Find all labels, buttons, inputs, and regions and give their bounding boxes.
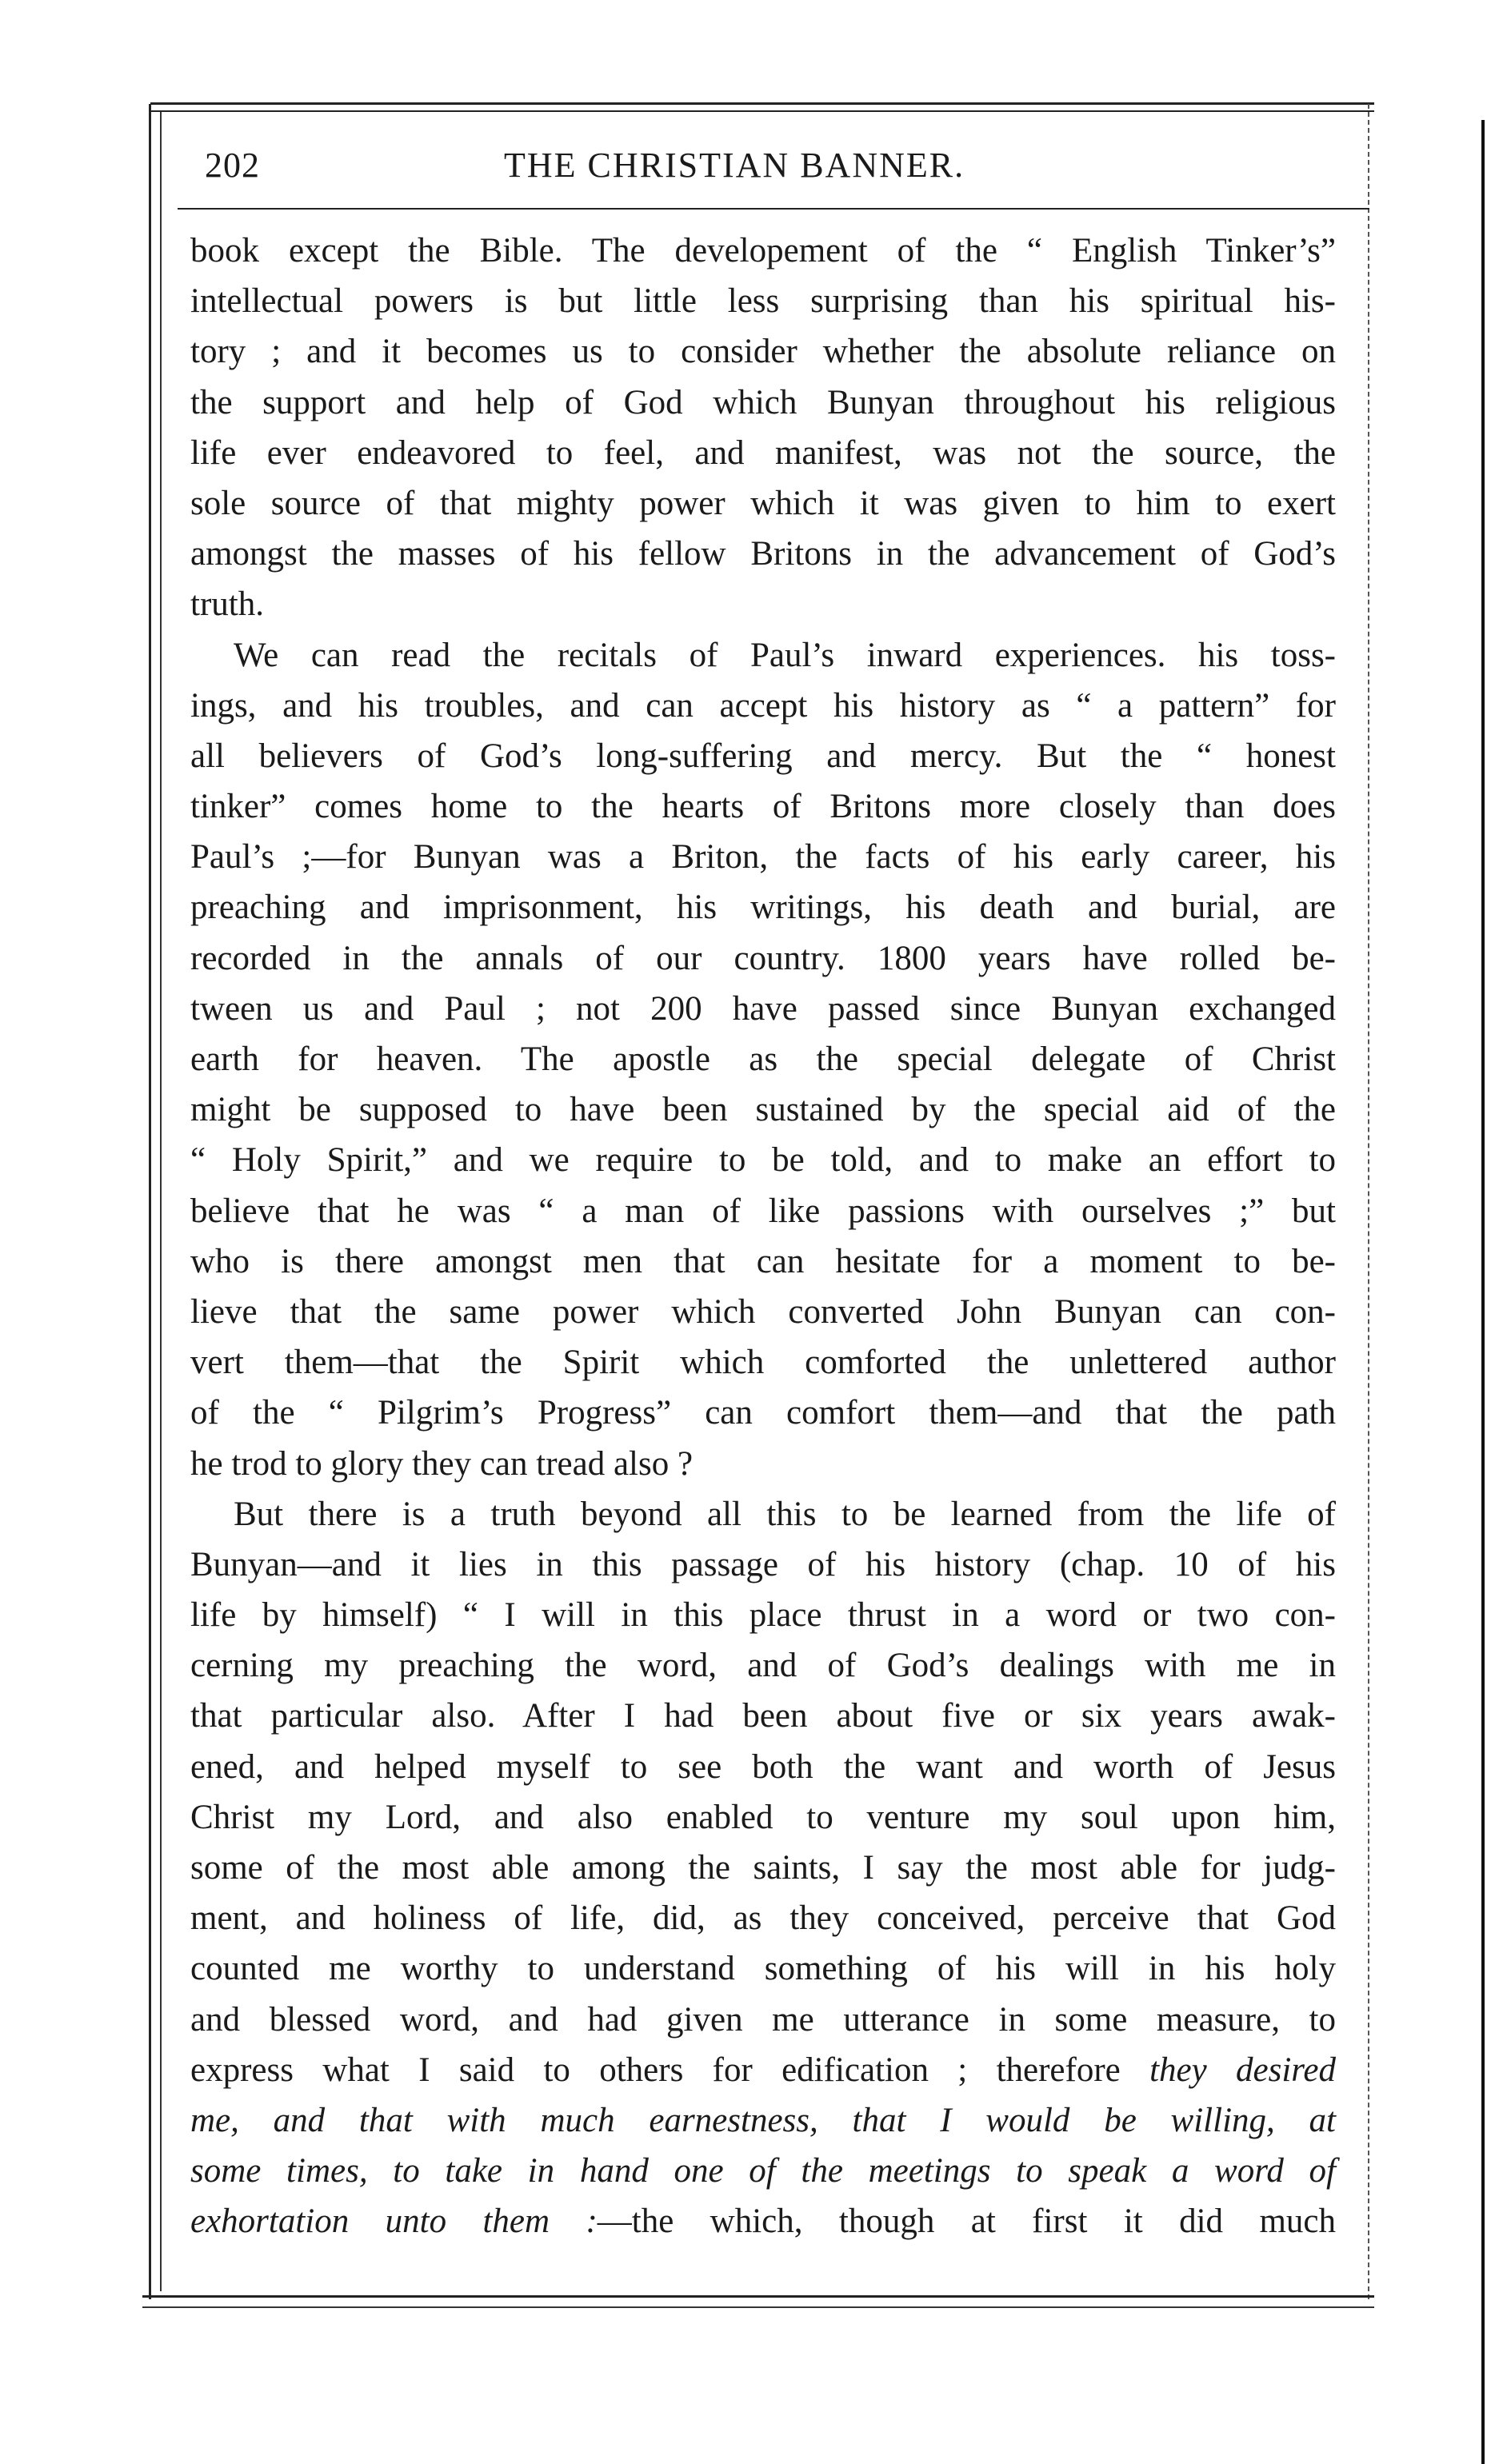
frame-top-inner-rule <box>150 110 1374 112</box>
text-line-italic: some times, to take in hand one of the meetings to speak a word of <box>190 2152 1336 2190</box>
page-edge <box>1481 120 1485 2464</box>
text-line: Bunyan—and it lies in this passage of his history (chap. 10 of his <box>190 1545 1336 1583</box>
text-line-mixed <box>190 2196 1336 2246</box>
text-line: Paul’s ;—for Bunyan was a Briton, the facts of his early career, his <box>190 838 1336 877</box>
text-line: believe that he was “ a man of like passions with ourselves ;” but <box>190 1192 1336 1230</box>
frame-top-rule <box>150 102 1374 105</box>
text-line: truth. <box>190 585 264 624</box>
text-line: of the “ Pilgrim’s Progress” can comfort them—and that the path <box>190 1394 1336 1432</box>
text-line: all believers of God’s long-suffering and mercy. But the “ honest <box>190 737 1336 775</box>
text-roman: express what I said to others for edification ; therefore <box>190 2051 1150 2089</box>
text-line: Christ my Lord, and also enabled to venture my soul upon him, <box>190 1798 1336 1836</box>
text-line: ment, and holiness of life, did, as they conceived, perceive that God <box>190 1899 1336 1938</box>
text-line-mixed <box>190 2045 1336 2095</box>
text-line: that particular also. After I had been about five or six years awak- <box>190 1697 1336 1735</box>
text-line: tween us and Paul ; not 200 have passed since Bunyan exchanged <box>190 989 1336 1028</box>
text-line: and blessed word, and had given me utterance in some measure, to <box>190 2000 1336 2039</box>
text-line: tinker” comes home to the hearts of Britons more closely than does <box>190 788 1336 826</box>
text-line: tory ; and it becomes us to consider whether the absolute reliance on <box>190 333 1336 371</box>
text-line: intellectual powers is but little less surprising than his spiritual his- <box>190 282 1336 321</box>
text-roman: —the which, though at first it did much <box>597 2202 1336 2241</box>
text-line: earth for heaven. The apostle as the special delegate of Christ <box>190 1040 1336 1078</box>
text-line: preaching and imprisonment, his writings, his death and burial, are <box>190 889 1336 927</box>
text-line: ings, and his troubles, and can accept his history as “ a pattern” for <box>190 686 1336 725</box>
frame-left-rule <box>149 104 151 2299</box>
text-line: counted me worthy to understand something of his will in his holy <box>190 1950 1336 1988</box>
frame-right-rule <box>1368 104 1369 2299</box>
text-line: But there is a truth beyond all this to be learned from the life of <box>234 1495 1336 1533</box>
text-line: lieve that the same power which converted John Bunyan can con- <box>190 1292 1336 1331</box>
text-line: he trod to glory they can tread also ? <box>190 1444 694 1483</box>
text-line: sole source of that mighty power which it was given to him to exert <box>190 484 1336 522</box>
text-line: might be supposed to have been sustained by the special aid of the <box>190 1091 1336 1129</box>
text-line: “ Holy Spirit,” and we require to be told, and to make an effort to <box>190 1141 1336 1180</box>
text-line: some of the most able among the saints, I say the most able for judg- <box>190 1849 1336 1887</box>
paragraph-2 <box>190 630 1336 1489</box>
journal-title: THE CHRISTIAN BANNER. <box>504 146 965 185</box>
frame-bottom-inner-rule <box>142 2306 1374 2308</box>
text-line: cerning my preaching the word, and of God’s dealings with me in <box>190 1647 1336 1685</box>
text-line-italic: me, and that with much earnestness, that I would be willing, at <box>190 2101 1336 2139</box>
page-number: 202 <box>205 146 260 185</box>
text-line: We can read the recitals of Paul’s inward experiences. his toss- <box>234 636 1336 674</box>
text-line: vert them—that the Spirit which comforted the unlettered author <box>190 1344 1336 1382</box>
text-italic: they desired <box>1149 2051 1336 2089</box>
header-rule <box>178 208 1369 210</box>
text-line: recorded in the annals of our country. 1800 years have rolled be- <box>190 939 1336 977</box>
paragraph-1 <box>190 226 1336 630</box>
frame-left-inner-rule <box>160 112 162 2291</box>
text-line: ened, and helped myself to see both the want and worth of Jesus <box>190 1747 1336 1786</box>
running-head <box>192 138 1360 194</box>
text-line: life ever endeavored to feel, and manifest, was not the source, the <box>190 433 1336 472</box>
text-line: who is there amongst men that can hesitate for a moment to be- <box>190 1242 1336 1280</box>
paragraph-3 <box>190 1489 1336 2247</box>
article-body <box>190 226 1336 2247</box>
frame-bottom-rule <box>142 2295 1374 2298</box>
text-line: the support and help of God which Bunyan throughout his religious <box>190 383 1336 421</box>
text-line: life by himself) “ I will in this place thrust in a word or two con- <box>190 1596 1336 1635</box>
text-italic: exhortation unto them : <box>190 2202 598 2241</box>
text-line: amongst the masses of his fellow Britons in the advancement of God’s <box>190 535 1336 573</box>
text-line: book except the Bible. The developement of the “ English Tinker’s” <box>190 232 1336 270</box>
